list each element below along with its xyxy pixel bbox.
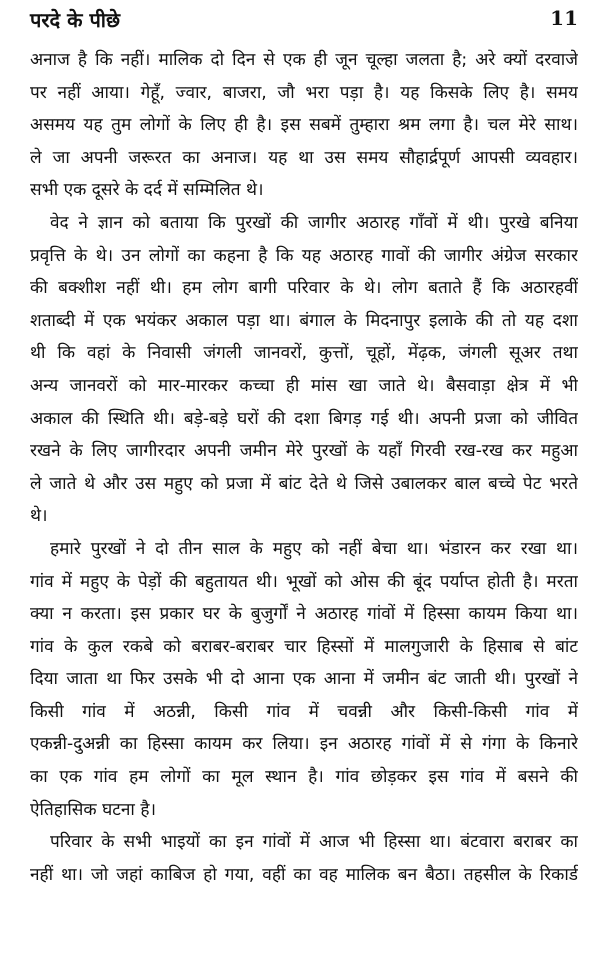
text-line: ऐतिहासिक घटना है। [30,799,156,820]
text-line: अकाल की स्थिति थी। बड़े-बड़े घरों की दशा बिगड़ गई थी। अपनी प्रजा को जीवित [30,408,578,429]
text-line: असमय यह तुम लोगों के लिए ही है। इस सबमें तुम्हारा श्रम लगा है। चल मेरे साथ। [30,115,578,136]
text-line: रखने के लिए जागीरदार अपनी जमीन मेरे पुरखों के यहाँ गिरवी रख-रख कर महुआ [30,441,578,462]
text-line: अन्य जानवरों को मार-मारकर कच्चा ही मांस खा जाते थे। बैसवाड़ा क्षेत्र में भी [30,375,578,396]
page-number: 11 [550,6,578,30]
paragraph [30,207,578,533]
text-line: थे। [30,506,48,527]
text-line: का एक गांव हम लोगों का मूल स्थान है। गांव छोड़कर इस गांव में बसने की [30,767,578,788]
text-line: नहीं था। जो जहां काबिज हो गया, वहीं का वह मालिक बन बैठा। तहसील के रिकार्ड [30,864,578,885]
text-line: सभी एक दूसरे के दर्द में सम्मिलित थे। [30,180,264,201]
text-line: अनाज है कि नहीं। मालिक दो दिन से एक ही जून चूल्हा जलता है; अरे क्यों दरवाजे [30,50,578,70]
text-line: हमारे पुरखों ने दो तीन साल के महुए को नहीं बेचा था। भंडारन कर रखा था। [50,538,578,559]
text-line: एकन्नी-दुअन्नी का हिस्सा कायम कर लिया। इन अठारह गांवों में से गंगा के किनारे [30,734,578,755]
text-line: प्रवृत्ति के थे। उन लोगों का कहना है कि यह अठारह गावों की जागीर अंग्रेज सरकार [30,245,578,266]
text-line: परिवार के सभी भाइयों का इन गांवों में आज भी हिस्सा था। बंटवारा बराबर का [50,832,578,853]
text-line: किसी गांव में अठन्नी, किसी गांव में चवन्नी और किसी-किसी गांव में [30,701,578,722]
text-line: क्या न करता। इस प्रकार घर के बुजुर्गों ने अठारह गांवों में हिस्सा कायम किया था। [30,604,578,625]
text-line: गांव के कुल रकबे को बराबर-बराबर चार हिस्सों में मालगुजारी के हिसाब से बांट [30,636,578,657]
text-line: की बक्शीश नहीं थी। हम लोग बागी परिवार के थे। लोग बताते हैं कि अठारहवीं [30,278,578,299]
text-line: थी कि वहां के निवासी जंगली जानवरों, कुत्तों, चूहों, मेंढ़क, जंगली सूअर तथा [30,343,578,364]
paragraph [30,44,578,207]
paragraph [30,533,578,826]
text-line: ले जा अपनी जरूरत का अनाज। यह था उस समय सौहार्द्रपूर्ण आपसी व्यवहार। [30,147,578,168]
paragraph [30,826,578,891]
text-line: शताब्दी में एक भयंकर अकाल पड़ा था। बंगाल के मिदनापुर इलाके की तो यह दशा [30,310,578,331]
running-title: परदे के पीछे [30,8,121,32]
text-line: दिया जाता था फिर उसके भी दो आना एक आना में जमीन बंट जाती थी। पुरखों ने [30,669,578,690]
text-line: ले जाते थे और उस महुए को प्रजा में बांट देते थे जिसे उबालकर बाल बच्चे पेट भरते [30,473,578,494]
text-line: वेद ने ज्ञान को बताया कि पुरखों की जागीर अठारह गाँवों में थी। पुरखे बनिया [50,212,578,233]
text-line: पर नहीं आया। गेहूँ, ज्वार, बाजरा, जौ भरा पड़ा है। यह किसके लिए है। समय [30,82,578,103]
text-line: गांव में महुए के पेड़ों की बहुतायत थी। भूखों को ओस की बूंद पर्याप्त होती है। मरता [30,571,578,592]
body-text [30,44,578,891]
page-header [30,6,578,40]
